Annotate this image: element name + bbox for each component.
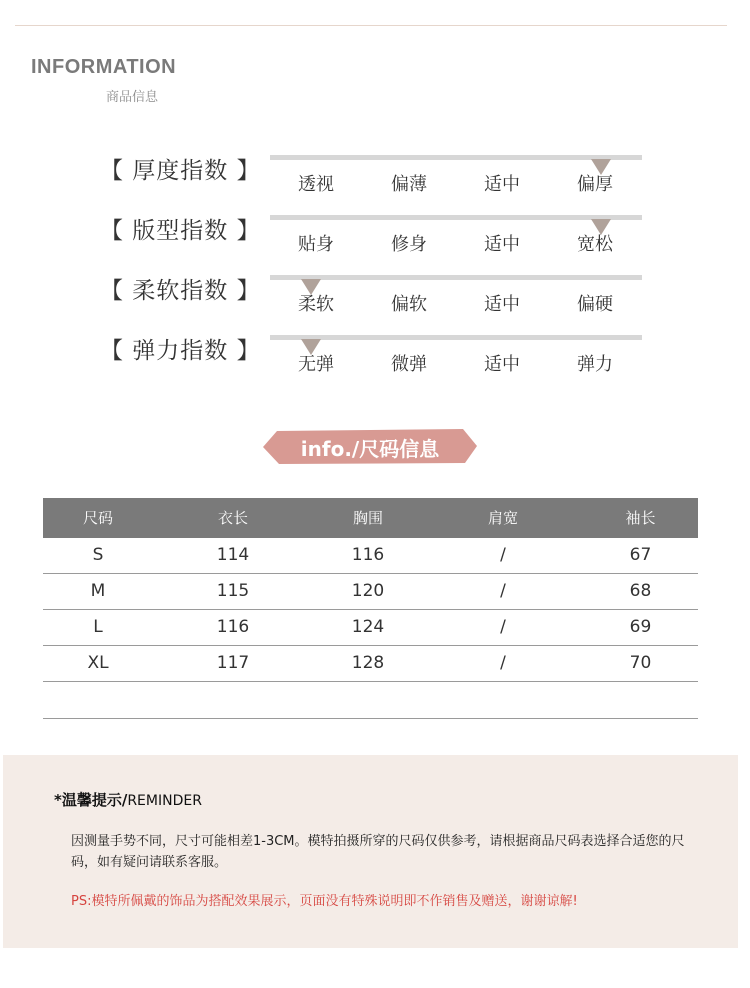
index-option: 偏软 — [391, 294, 427, 315]
index-option: 偏厚 — [577, 174, 613, 195]
table-header-cell: 袖长 — [583, 498, 698, 537]
table-cell: S — [43, 537, 153, 573]
index-option: 贴身 — [298, 234, 334, 255]
table-cell: 69 — [583, 609, 698, 645]
table-cell: / — [423, 645, 583, 681]
index-option: 适中 — [484, 354, 520, 375]
table-cell: L — [43, 609, 153, 645]
table-cell: 67 — [583, 537, 698, 573]
table-cell: 117 — [153, 645, 313, 681]
index-option: 柔软 — [298, 294, 334, 315]
table-cell: / — [423, 537, 583, 573]
index-option: 适中 — [484, 294, 520, 315]
index-option: 偏薄 — [391, 174, 427, 195]
index-option: 宽松 — [577, 234, 613, 255]
table-row — [43, 537, 698, 573]
table-header-cell: 尺码 — [43, 498, 153, 537]
table-header-cell: 衣长 — [153, 498, 313, 537]
table-cell: / — [423, 573, 583, 609]
index-label: 【 柔软指数 】 — [100, 278, 261, 304]
reminder-title-cn: *温馨提示/ — [54, 791, 128, 809]
index-scale-bar — [270, 215, 642, 220]
banner-text: info./尺码信息 — [300, 437, 440, 461]
table-cell: M — [43, 573, 153, 609]
table-cell-empty — [43, 681, 698, 718]
index-label: 【 版型指数 】 — [100, 218, 261, 244]
table-row — [43, 573, 698, 609]
table-header-cell: 胸围 — [313, 498, 423, 537]
reminder-panel — [3, 755, 738, 948]
index-row-thickness — [0, 152, 750, 212]
index-label: 【 厚度指数 】 — [100, 158, 261, 184]
reminder-title-en: REMINDER — [127, 793, 202, 809]
table-header-cell: 肩宽 — [423, 498, 583, 537]
index-scale-bar — [270, 335, 642, 340]
index-option: 适中 — [484, 174, 520, 195]
reminder-ps: PS:模特所佩戴的饰品为搭配效果展示，页面没有特殊说明即不作销售及赠送，谢谢谅解! — [71, 894, 578, 909]
table-cell: 124 — [313, 609, 423, 645]
index-scale-bar — [270, 275, 642, 280]
top-divider — [15, 25, 727, 26]
table-cell: 70 — [583, 645, 698, 681]
index-row-elasticity — [0, 332, 750, 392]
index-option: 修身 — [391, 234, 427, 255]
table-cell: 128 — [313, 645, 423, 681]
page-subtitle: 商品信息 — [106, 90, 159, 105]
table-row — [43, 609, 698, 645]
table-cell: 114 — [153, 537, 313, 573]
index-option: 适中 — [484, 234, 520, 255]
table-cell: 120 — [313, 573, 423, 609]
table-header-row — [43, 498, 698, 537]
size-info-banner — [263, 429, 477, 464]
table-cell: 115 — [153, 573, 313, 609]
reminder-body: 因测量手势不同，尺寸可能相差1-3CM。模特拍摄所穿的尺码仅供参考，请根据商品尺码表选择合适您的尺码，如有疑问请联系客服。 — [71, 834, 685, 870]
reminder-title — [54, 789, 202, 810]
table-cell: 116 — [153, 609, 313, 645]
index-row-softness — [0, 272, 750, 332]
index-scale-bar — [270, 155, 642, 160]
table-row — [43, 645, 698, 681]
table-row-empty — [43, 681, 698, 718]
index-option: 透视 — [298, 174, 334, 195]
index-option: 偏硬 — [577, 294, 613, 315]
index-row-fit — [0, 212, 750, 272]
table-cell: XL — [43, 645, 153, 681]
table-cell: / — [423, 609, 583, 645]
page-title: INFORMATION — [31, 56, 177, 78]
table-cell: 68 — [583, 573, 698, 609]
index-option: 微弹 — [391, 354, 427, 375]
table-cell: 116 — [313, 537, 423, 573]
index-label: 【 弹力指数 】 — [100, 338, 261, 364]
index-option: 弹力 — [577, 354, 613, 375]
size-table — [43, 498, 698, 719]
index-option: 无弹 — [298, 354, 334, 375]
